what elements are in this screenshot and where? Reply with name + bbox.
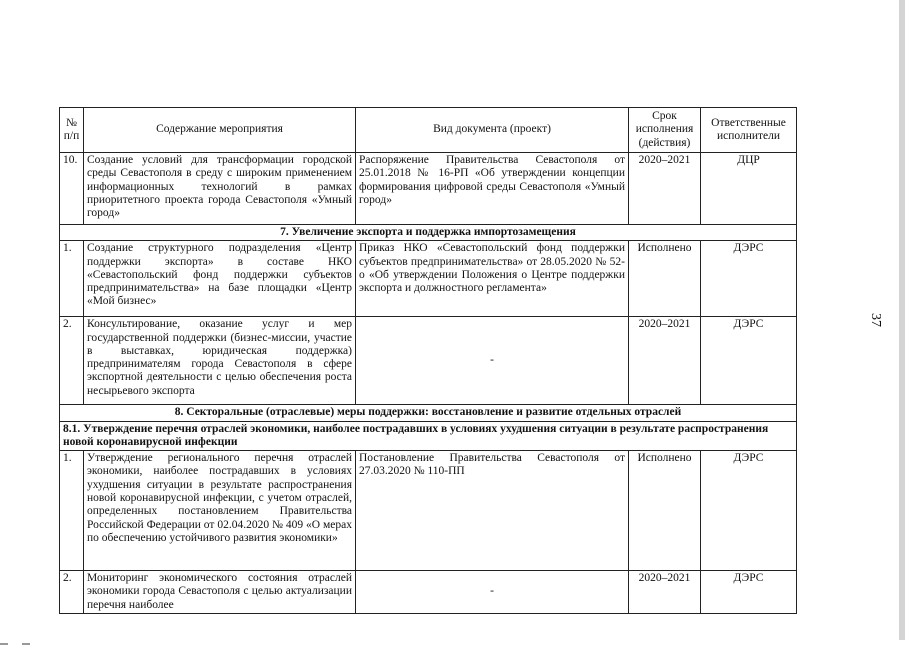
- row-term: 2020–2021: [629, 153, 701, 225]
- row-term: Исполнено: [629, 451, 701, 571]
- row-content: Консультирование, оказание услуг и мер государственной поддержки (бизнес-миссии, участие в выставках, юридическая поддержка) предпринимателям города Севастополя в сфере экспортной деятельности с целью обеспечения роста несырьевого экспорта: [84, 317, 356, 405]
- table-row: [60, 317, 797, 405]
- table-row: [60, 451, 797, 571]
- section-title: 8. Секторальные (отраслевые) меры поддержки: восстановление и развитие отдельных отраслей: [60, 405, 797, 421]
- row-resp: ДЭРС: [701, 241, 797, 317]
- row-resp: ДЦР: [701, 153, 797, 225]
- section-row: [60, 405, 797, 421]
- scan-marks: [0, 632, 60, 640]
- row-num: 2.: [60, 317, 84, 405]
- table-row: [60, 153, 797, 225]
- row-doc: Распоряжение Правительства Севастополя от 25.01.2018 № 16-РП «Об утверждении концепции формирования цифровой среды Севастополя «Умный город»: [356, 153, 629, 225]
- row-doc: -: [356, 571, 629, 614]
- row-num: 1.: [60, 451, 84, 571]
- scan-edge: [899, 0, 905, 640]
- page-number: 37: [868, 313, 883, 327]
- header-content: Содержание мероприятия: [84, 108, 356, 153]
- row-resp: ДЭРС: [701, 451, 797, 571]
- row-doc: -: [356, 317, 629, 405]
- row-resp: ДЭРС: [701, 317, 797, 405]
- section-title: 7. Увеличение экспорта и поддержка импортозамещения: [60, 225, 797, 241]
- table-header-row: [60, 108, 797, 153]
- measures-table: [59, 107, 797, 614]
- subsection-title: 8.1. Утверждение перечня отраслей экономики, наиболее пострадавших в условиях ухудшения ситуации в результате распространения новой коронавирусной инфекции: [60, 421, 797, 451]
- row-resp: ДЭРС: [701, 571, 797, 614]
- row-term: Исполнено: [629, 241, 701, 317]
- section-row: [60, 225, 797, 241]
- row-content: Утверждение регионального перечня отраслей экономики, наиболее пострадавших в условиях ухудшения ситуации в результате распространения новой коронавирусной инфекции, с учетом отраслей, определенных постановлением Правительства Российской Федерации от 02.04.2020 № 409 «О мерах по обеспечению устойчивого развития экономики»: [84, 451, 356, 571]
- table-row: [60, 241, 797, 317]
- header-resp: Ответственные исполнители: [701, 108, 797, 153]
- row-doc: Приказ НКО «Севастопольский фонд поддержки субъектов предпринимательства» от 28.05.2020 № 52-о «Об утверждении Положения о Центре поддержки экспорта и должностного регламента»: [356, 241, 629, 317]
- table-row: [60, 571, 797, 614]
- row-term: 2020–2021: [629, 317, 701, 405]
- row-num: 10.: [60, 153, 84, 225]
- row-num: 2.: [60, 571, 84, 614]
- subsection-row: [60, 421, 797, 451]
- row-term: 2020–2021: [629, 571, 701, 614]
- row-content: Мониторинг экономического состояния отраслей экономики города Севастополя с целью актуализации перечня наиболее: [84, 571, 356, 614]
- row-content: Создание структурного подразделения «Центр поддержки экспорта» в составе НКО «Севастопольский фонд поддержки субъектов предпринимательства» на базе площадки «Центр «Мой бизнес»: [84, 241, 356, 317]
- row-doc: Постановление Правительства Севастополя от 27.03.2020 № 110-ПП: [356, 451, 629, 571]
- header-term: Срок исполнения (действия): [629, 108, 701, 153]
- header-num: № п/п: [60, 108, 84, 153]
- row-num: 1.: [60, 241, 84, 317]
- row-content: Создание условий для трансформации городской среды Севастополя в среду с широким применением информационных технологий в рамках приоритетного проекта города Севастополя «Умный город»: [84, 153, 356, 225]
- header-doc: Вид документа (проект): [356, 108, 629, 153]
